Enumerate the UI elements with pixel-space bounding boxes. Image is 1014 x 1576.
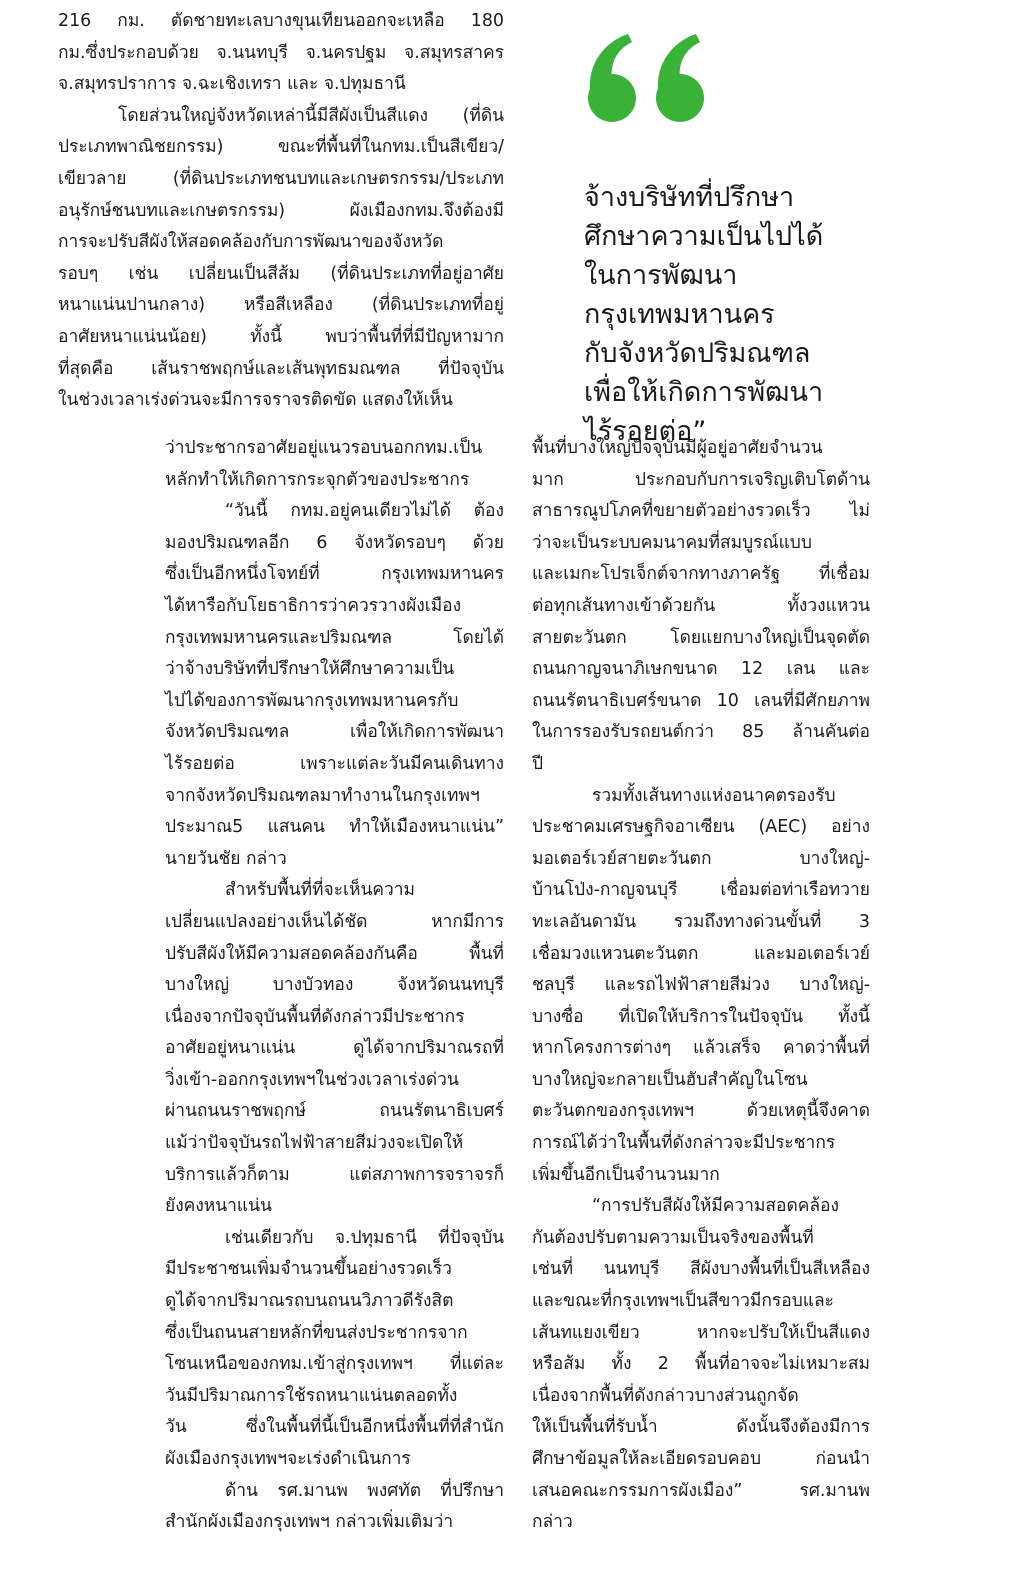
text-line: ประเภทพาณิชยกรรม) ขณะที่พื้นที่ในกทม.เป็นสีเขียว/ (58, 137, 504, 158)
paragraph (532, 781, 870, 1192)
pull-quote-line: เพื่อให้เกิดการพัฒนา (584, 377, 824, 408)
paragraph (165, 1223, 504, 1476)
text-line: ว่าจ้างบริษัทที่ปรึกษาให้ศึกษาความเป็น (165, 659, 455, 680)
text-line: ผังเมืองกรุงเทพฯจะเร่งดำเนินการ (165, 1449, 411, 1469)
paragraph (58, 6, 504, 101)
text-line: รอบๆ เช่น เปลี่ยนเป็นสีส้ม (ที่ดินประเภทที่อยู่อาศัย (58, 263, 504, 284)
text-line: ชลบุรี และรถไฟฟ้าสายสีม่วง บางใหญ่- (532, 975, 870, 996)
article-column-right (532, 433, 870, 1539)
text-line: เสนอคณะกรรมการผังเมือง” รศ.มานพ (532, 1480, 870, 1501)
text-line: และขณะที่กรุงเทพฯเป็นสีขาวมีกรอบและ (532, 1291, 834, 1312)
text-line: บางใหญ่จะกลายเป็นฮับสำคัญในโซน (532, 1069, 808, 1090)
text-line: ว่าจะเป็นระบบคมนาคมที่สมบูรณ์แบบ (532, 532, 812, 553)
text-line: ที่สุดคือ เส้นราชพฤกษ์และเส้นพุทธมณฑล ที่ปัจจุบัน (58, 358, 504, 379)
text-line: รวมทั้งเส้นทางแห่งอนาคตรองรับ (592, 785, 836, 806)
text-line: วัน ซึ่งในพื้นที่นี้เป็นอีกหนึ่งพื้นที่ที่สำนัก (165, 1417, 504, 1438)
text-line: และเมกะโปรเจ็กต์จากทางภาครัฐ ที่เชื่อม (532, 564, 870, 585)
text-line: มาก ประกอบกับการเจริญเติบโตด้าน (532, 469, 870, 490)
paragraph (165, 875, 504, 1223)
text-line: บ้านโป่ง-กาญจนบุรี เชื่อมต่อท่าเรือทวาย (532, 880, 870, 901)
text-line: ไปได้ของการพัฒนากรุงเทพมหานครกับ (165, 690, 459, 711)
text-line: ถนนรัตนาธิเบศร์ขนาด 10 เลนที่มีศักยภาพ (532, 690, 870, 711)
text-line: ประชาคมเศรษฐกิจอาเซียน (AEC) อย่าง (532, 817, 870, 838)
text-line: ยังคงหนาแน่น (165, 1196, 272, 1217)
text-line: ประมาณ5 แสนคน ทำให้เมืองหนาแน่น” (165, 817, 504, 838)
text-line: เช่นเดียวกับ จ.ปทุมธานี ที่ปัจจุบัน (225, 1227, 504, 1248)
text-line: เนื่องจากพื้นที่ดังกล่าวบางส่วนถูกจัด (532, 1385, 799, 1406)
text-line: กล่าว (532, 1512, 573, 1533)
text-line: วิ่งเข้า-ออกกรุงเทพฯในช่วงเวลาเร่งด่วน (165, 1069, 459, 1090)
text-line: ในการรองรับรถยนต์กว่า 85 ล้านคันต่อ (532, 722, 870, 743)
text-line: สำหรับพื้นที่ที่จะเห็นความ (225, 880, 415, 901)
text-line: เนื่องจากปัจจุบันพื้นที่ดังกล่าวมีประชากร (165, 1006, 465, 1027)
text-line: วันมีปริมาณการใช้รถหนาแน่นตลอดทั้ง (165, 1385, 458, 1406)
text-line: ว่าประชากรอาศัยอยู่แนวรอบนอกกทม.เป็น (165, 438, 483, 458)
text-line: โซนเหนือของกทม.เข้าสู่กรุงเทพฯ ที่แต่ละ (165, 1354, 504, 1375)
text-line: “วันนี้ กทม.อยู่คนเดียวไม่ได้ ต้อง (225, 501, 504, 522)
pull-quote-line: ในการพัฒนา (584, 260, 738, 291)
paragraph (532, 433, 870, 781)
pull-quote-line: กับจังหวัดปริมณฑล (584, 338, 811, 369)
text-line: สำนักผังเมืองกรุงเทพฯ กล่าวเพิ่มเติมว่า (165, 1512, 454, 1533)
text-line: ผ่านถนนราชพฤกษ์ ถนนรัตนาธิเบศร์ (165, 1101, 504, 1122)
text-line: เพิ่มขึ้นอีกเป็นจำนวนมาก (532, 1164, 720, 1185)
paragraph (165, 433, 504, 496)
pull-quote-line: กรุงเทพมหานคร (584, 299, 775, 330)
text-line: นายวันชัย กล่าว (165, 848, 287, 869)
text-line: 216 กม. ตัดชายทะเลบางขุนเทียนออกจะเหลือ 180 (58, 11, 504, 31)
text-line: ด้าน รศ.มานพ พงศทัต ที่ปรึกษา (225, 1480, 504, 1501)
pull-quote-line: ศึกษาความเป็นไปได้ (584, 221, 824, 252)
text-line: ตะวันตกของกรุงเทพฯ ด้วยเหตุนี้จึงคาด (532, 1101, 870, 1122)
text-line: กม.ซึ่งประกอบด้วย จ.นนทบุรี จ.นครปฐม จ.สมุทรสาคร (58, 42, 504, 63)
pull-quote (582, 28, 912, 447)
text-line: ในช่วงเวลาเร่งด่วนจะมีการจราจรติดขัด แสดงให้เห็น (58, 390, 453, 411)
text-line: ถนนกาญจนาภิเษกขนาด 12 เลน และ (532, 659, 870, 680)
text-line: เขียวลาย (ที่ดินประเภทชนบทและเกษตรกรรม/ประเภท (58, 168, 504, 189)
text-line: บางซื่อ ที่เปิดให้บริการในปัจจุบัน ทั้งนี้ (532, 1006, 870, 1027)
text-line: ปรับสีผังให้มีความสอดคล้องกันคือ พื้นที่ (165, 943, 504, 964)
text-line: การณ์ได้ว่าในพื้นที่ดังกล่าวจะมีประชากร (532, 1133, 836, 1154)
text-line: อาศัยหนาแน่นน้อย) ทั้งนี้ พบว่าพื้นที่ที่มีปัญหามาก (58, 326, 504, 347)
text-line: จ.สมุทรปราการ จ.ฉะเชิงเทรา และ จ.ปทุมธานี (58, 74, 406, 95)
text-line: จังหวัดปริมณฑล เพื่อให้เกิดการพัฒนา (165, 722, 504, 743)
text-line: ซึ่งเป็นอีกหนึ่งโจทย์ที่ กรุงเทพมหานคร (165, 564, 504, 585)
text-line: หรือส้ม ทั้ง 2 พื้นที่อาจจะไม่เหมาะสม (532, 1354, 870, 1375)
text-line: อนุรักษ์ชนบทและเกษตรกรรม) ผังเมืองกทม.จึงต้องมี (58, 200, 504, 221)
text-line: จากจังหวัดปริมณฑลมาทำงานในกรุงเทพฯ (165, 785, 480, 806)
text-line: ไร้รอยต่อ เพราะแต่ละวันมีคนเดินทาง (165, 753, 504, 774)
text-line: ได้หารือกับโยธาธิการว่าควรวางผังเมือง (165, 595, 462, 616)
text-line: หนาแน่นปานกลาง) หรือสีเหลือง (ที่ดินประเภทที่อยู่ (58, 295, 504, 316)
text-line: ซึ่งเป็นถนนสายหลักที่ขนส่งประชากรจาก (165, 1322, 468, 1343)
pull-quote-line: จ้างบริษัทที่ปรึกษา (584, 182, 795, 213)
text-line: เชื่อมวงแหวนตะวันตก และมอเตอร์เวย์ (532, 943, 870, 964)
paragraph (165, 1476, 504, 1539)
text-line: พื้นที่บางใหญ่ปัจจุบันมีผู้อยู่อาศัยจำนวน (532, 438, 823, 458)
quotation-mark-icon (582, 28, 722, 128)
text-line: บางใหญ่ บางบัวทอง จังหวัดนนทบุรี (165, 975, 504, 996)
text-line: บริการแล้วก็ตาม แต่สภาพการจราจรก็ (165, 1164, 504, 1185)
paragraph (165, 496, 504, 875)
article-column-top (58, 6, 504, 417)
text-line: เส้นทแยงเขียว หากจะปรับให้เป็นสีแดง (532, 1322, 870, 1343)
text-line: มองปริมณฑลอีก 6 จังหวัดรอบๆ ด้วย (165, 532, 504, 553)
text-line: ศึกษาข้อมูลให้ละเอียดรอบคอบ ก่อนนำ (532, 1449, 870, 1469)
text-line: มอเตอร์เวย์สายตะวันตก บางใหญ่- (532, 848, 870, 869)
text-line: กรุงเทพมหานครและปริมณฑล โดยได้ (165, 627, 504, 648)
text-line: สาธารณูปโภคที่ขยายตัวอย่างรวดเร็ว ไม่ (532, 501, 870, 522)
text-line: ต่อทุกเส้นทางเข้าด้วยกัน ทั้งวงแหวน (532, 595, 870, 616)
text-line: สายตะวันตก โดยแยกบางใหญ่เป็นจุดตัด (532, 627, 870, 648)
text-line: อาศัยอยู่หนาแน่น ดูได้จากปริมาณรถที่ (165, 1038, 504, 1059)
pull-quote-text (584, 178, 823, 451)
paragraph (532, 1191, 870, 1539)
text-line: เช่นที่ นนทบุรี สีผังบางพื้นที่เป็นสีเหลือง (532, 1259, 870, 1280)
text-line: ดูได้จากปริมาณรถบนถนนวิภาวดีรังสิต (165, 1291, 454, 1312)
text-line: การจะปรับสีผังให้สอดคล้องกับการพัฒนาของจังหวัด (58, 232, 444, 253)
text-line: ให้เป็นพื้นที่รับน้ำ ดังนั้นจึงต้องมีการ (532, 1417, 870, 1438)
text-line: โดยส่วนใหญ่จังหวัดเหล่านี้มีสีผังเป็นสีแดง (ที่ดิน (118, 105, 504, 126)
text-line: กันต้องปรับตามความเป็นจริงของพื้นที่ (532, 1227, 814, 1248)
text-line: ปี (532, 753, 544, 774)
pull-quote-line: ไร้รอยต่อ” (584, 416, 707, 447)
article-column-middle (165, 433, 504, 1539)
text-line: แม้ว่าปัจจุบันรถไฟฟ้าสายสีม่วงจะเปิดให้ (165, 1133, 464, 1154)
text-line: เปลี่ยนแปลงอย่างเห็นได้ชัด หากมีการ (165, 911, 504, 932)
text-line: “การปรับสีผังให้มีความสอดคล้อง (592, 1196, 839, 1217)
text-line: ทะเลอันดามัน รวมถึงทางด่วนขั้นที่ 3 (532, 911, 870, 932)
text-line: มีประชาชนเพิ่มจำนวนขึ้นอย่างรวดเร็ว (165, 1259, 452, 1280)
text-line: หลักทำให้เกิดการกระจุกตัวของประชากร (165, 469, 470, 490)
paragraph (58, 101, 504, 417)
text-line: หากโครงการต่างๆ แล้วเสร็จ คาดว่าพื้นที่ (532, 1038, 870, 1059)
